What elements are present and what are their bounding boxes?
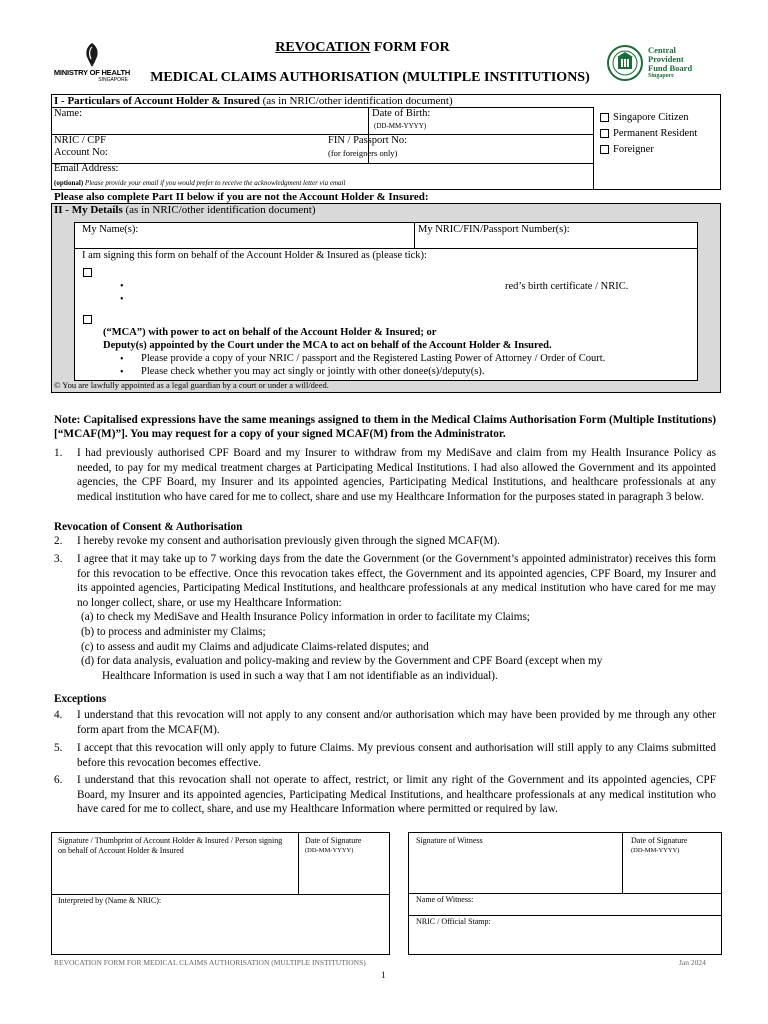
clause-text: I understand that this revocation shall not operate to affect, restrict, or limit any right of the Government and its appointed agencies, CPF Board, my Insurer and its appointed agencies, Participating Medical Institutions, and healthcare professionals at any medical institution who have cared for me to collect, share, and use my Healthcare Information where permitted or required by law. bbox=[77, 774, 716, 816]
bullet: • bbox=[120, 367, 124, 378]
divider bbox=[593, 107, 594, 189]
witness-signature-field[interactable]: Signature of Witness bbox=[416, 836, 483, 845]
cpf-line-1: Central bbox=[648, 45, 676, 55]
clause-2 bbox=[54, 534, 716, 549]
legal-guardian-footnote bbox=[54, 380, 329, 390]
clause-number: 3. bbox=[54, 553, 63, 565]
email-note-bold: (optional) bbox=[54, 179, 84, 187]
signing-on-behalf-box bbox=[74, 249, 698, 381]
option2-checkbox[interactable] bbox=[83, 315, 92, 324]
cpf-sub: Singapore bbox=[648, 73, 674, 79]
option1-checkbox[interactable] bbox=[83, 268, 92, 277]
witness-date-field[interactable] bbox=[631, 836, 687, 856]
divider bbox=[409, 915, 721, 916]
part1-heading-bold: I - Particulars of Account Holder & Insured bbox=[54, 95, 260, 107]
witness-date-format: (DD-MM-YYYY) bbox=[631, 847, 680, 854]
clause-number: 6. bbox=[54, 774, 63, 786]
part1-heading bbox=[54, 95, 453, 107]
my-nric-field[interactable]: My NRIC/FIN/Passport Number(s): bbox=[418, 224, 570, 235]
signature-box-left bbox=[51, 832, 390, 955]
clause-text: I accept that this revocation will only apply to future Claims. My previous consent and authorisation will still apply to any Claims submitted before this revocation becomes effective. bbox=[77, 742, 716, 769]
part2-section bbox=[51, 203, 721, 393]
part1-heading-rest: (as in NRIC/other identification document) bbox=[259, 95, 453, 107]
clause-text: I hereby revoke my consent and authorisation previously given through the signed MCAF(M). bbox=[77, 535, 500, 547]
option-label: Foreigner bbox=[613, 144, 654, 155]
clause-3d-line1: (d) for data analysis, evaluation and policy-making and review by the Government and CPF Board (except when my bbox=[81, 655, 603, 668]
fin-field[interactable] bbox=[328, 135, 407, 159]
form-title bbox=[140, 40, 600, 86]
date-of-signature-field[interactable] bbox=[305, 836, 361, 856]
email-note-text: Please provide your email if you would prefer to receive the acknowledgment letter via email bbox=[83, 179, 346, 187]
footnote-symbol: © bbox=[54, 380, 61, 390]
clause-text: I agree that it may take up to 7 working days from the date the Government (or the Government’s appointed administrator) receives this form for this revocation to be effective. Once this revocation takes effect, the Government and its appointed agencies, CPF Board, my Insurer and its appointed agencies, Participating Medical Institutions, and healthcare professionals at any medical institution who have cared for me may no longer collect, share, or use my Healthcare Information: bbox=[77, 553, 716, 609]
interpreted-by-field[interactable]: Interpreted by (Name & NRIC): bbox=[58, 896, 162, 905]
clause-3 bbox=[54, 552, 716, 683]
clause-3d-line2: Healthcare Information is used in such a way that I am not identifiable as an individual). bbox=[102, 669, 498, 682]
cpf-logo bbox=[607, 45, 717, 87]
clause-1 bbox=[54, 446, 716, 504]
option2-line1: (“MCA”) with power to act on behalf of the Account Holder & Insured; or bbox=[103, 327, 437, 338]
clause-4 bbox=[54, 708, 716, 737]
checkbox[interactable] bbox=[600, 145, 609, 154]
footer-date: Jan 2024 bbox=[679, 958, 706, 967]
clause-3b: (b) to process and administer my Claims; bbox=[81, 625, 266, 638]
fin-note: (for foreigners only) bbox=[328, 148, 398, 158]
divider bbox=[52, 107, 593, 108]
bullet: • bbox=[120, 294, 124, 305]
cpf-emblem-icon bbox=[607, 45, 643, 81]
date-label: Date of Signature bbox=[305, 836, 362, 845]
option-singapore-citizen[interactable] bbox=[600, 110, 697, 126]
divider bbox=[409, 893, 721, 894]
email-field[interactable]: Email Address: bbox=[54, 163, 119, 174]
dob-field[interactable]: Date of Birth: bbox=[372, 108, 431, 119]
clause-number: 1. bbox=[54, 447, 63, 459]
divider bbox=[622, 833, 623, 893]
my-details-row bbox=[74, 222, 698, 249]
date-format: (DD-MM-YYYY) bbox=[305, 847, 354, 854]
exceptions-heading: Exceptions bbox=[54, 693, 107, 705]
option-foreigner[interactable] bbox=[600, 142, 697, 158]
option-label: Permanent Resident bbox=[613, 128, 698, 139]
status-options bbox=[600, 110, 697, 158]
moh-logo bbox=[52, 42, 132, 88]
divider bbox=[298, 833, 299, 894]
option2-line2: Deputy(s) appointed by the Court under the MCA to act on behalf of the Account Holder & Insured. bbox=[103, 340, 552, 351]
option1-tail: red’s birth certificate / NRIC. bbox=[505, 281, 629, 292]
witness-nric-field[interactable]: NRIC / Official Stamp: bbox=[416, 917, 491, 926]
cpf-line-3: Fund Board bbox=[648, 63, 693, 73]
part2-heading bbox=[54, 204, 316, 216]
title-line-2: MEDICAL CLAIMS AUTHORISATION (MULTIPLE INSTITUTIONS) bbox=[150, 70, 590, 85]
cpf-logo-text bbox=[648, 46, 692, 80]
nric-field[interactable] bbox=[54, 135, 108, 159]
part2-heading-rest: (as in NRIC/other identification document) bbox=[122, 204, 316, 216]
divider bbox=[52, 134, 593, 135]
cpf-line-2: Provident bbox=[648, 54, 684, 64]
option2-bullet1: Please provide a copy of your NRIC / passport and the Registered Lasting Power of Attorney / Order of Court. bbox=[141, 353, 606, 364]
nric-label-2: Account No: bbox=[54, 147, 108, 158]
option-permanent-resident[interactable] bbox=[600, 126, 697, 142]
name-field[interactable]: Name: bbox=[54, 108, 82, 119]
my-name-field[interactable]: My Name(s): bbox=[82, 224, 139, 235]
revocation-heading: Revocation of Consent & Authorisation bbox=[54, 521, 243, 533]
clause-3c: (c) to assess and audit my Claims and adjudicate Claims-related disputes; and bbox=[81, 640, 429, 653]
clause-number: 2. bbox=[54, 535, 63, 547]
bullet: • bbox=[120, 281, 124, 292]
option2-bullet2: Please check whether you may act singly or jointly with other donee(s)/deputy(s). bbox=[141, 366, 485, 377]
part1-section bbox=[51, 94, 721, 190]
checkbox[interactable] bbox=[600, 113, 609, 122]
divider bbox=[414, 223, 415, 248]
part2-intro: Please also complete Part II below if you are not the Account Holder & Insured: bbox=[54, 191, 429, 203]
footer-form-name: REVOCATION FORM FOR MEDICAL CLAIMS AUTHORISATION (MULTIPLE INSTITUTIONS) bbox=[54, 958, 366, 967]
fin-label: FIN / Passport No: bbox=[328, 135, 408, 146]
clause-6 bbox=[54, 773, 716, 817]
signing-label: I am signing this form on behalf of the Account Holder & Insured as (please tick): bbox=[82, 250, 427, 261]
dob-format: (DD-MM-YYYY) bbox=[374, 122, 427, 130]
clause-text: I understand that this revocation will not apply to any consent and/or authorisation which may have been provided by me through any other form apart from the MCAF(M). bbox=[77, 709, 716, 736]
email-note bbox=[54, 179, 345, 187]
checkbox[interactable] bbox=[600, 129, 609, 138]
signature-box-right bbox=[408, 832, 722, 955]
title-line-1 bbox=[125, 40, 600, 56]
clause-number: 4. bbox=[54, 709, 63, 721]
part2-heading-bold: II - My Details bbox=[54, 204, 123, 216]
moh-logo-sub: SINGAPORE bbox=[98, 77, 128, 83]
witness-name-field[interactable]: Name of Witness: bbox=[416, 895, 474, 904]
title-rest: FORM FOR bbox=[370, 40, 450, 55]
divider bbox=[52, 163, 593, 164]
title-underlined: REVOCATION bbox=[275, 40, 371, 55]
signature-field[interactable]: Signature / Thumbprint of Account Holder & Insured / Person signing on behalf of Account Holder & Insured bbox=[58, 836, 283, 855]
clause-number: 5. bbox=[54, 742, 63, 754]
clause-5 bbox=[54, 741, 716, 770]
footnote-text: You are lawfully appointed as a legal guardian by a court or under a will/deed. bbox=[60, 380, 329, 390]
option-label: Singapore Citizen bbox=[613, 112, 689, 123]
witness-date-label: Date of Signature bbox=[631, 836, 688, 845]
moh-emblem-icon bbox=[82, 42, 102, 68]
moh-logo-text: MINISTRY OF HEALTH bbox=[53, 68, 131, 77]
bullet: • bbox=[120, 354, 124, 365]
nric-label-1: NRIC / CPF bbox=[54, 135, 106, 146]
clause-text: I had previously authorised CPF Board and my Insurer to withdraw from my MediSave and claim from my Health Insurance Policy as needed, to pay for my medical treatment charges at Participating Medical Institutions. I had also allowed the Government and its appointed agencies, the CPF Board, my Insurer and its appointed agencies, Participating Medical Institutions, and healthcare professionals at any medical institution who have cared for me to collect, share and use my Healthcare Information for the purposes stated in paragraph 3 below. bbox=[77, 447, 716, 503]
clause-3a: (a) to check my MediSave and Health Insurance Policy information in order to facilitate my Claims; bbox=[81, 611, 530, 624]
note-text: Note: Capitalised expressions have the same meanings assigned to them in the Medical Claims Authorisation Form (Multiple Institutions) [“MCAF(M)”]. You may request for a copy of your signed MCAF(M) from the Administrator. bbox=[54, 414, 716, 441]
divider bbox=[52, 894, 389, 895]
page-number: 1 bbox=[381, 970, 386, 980]
